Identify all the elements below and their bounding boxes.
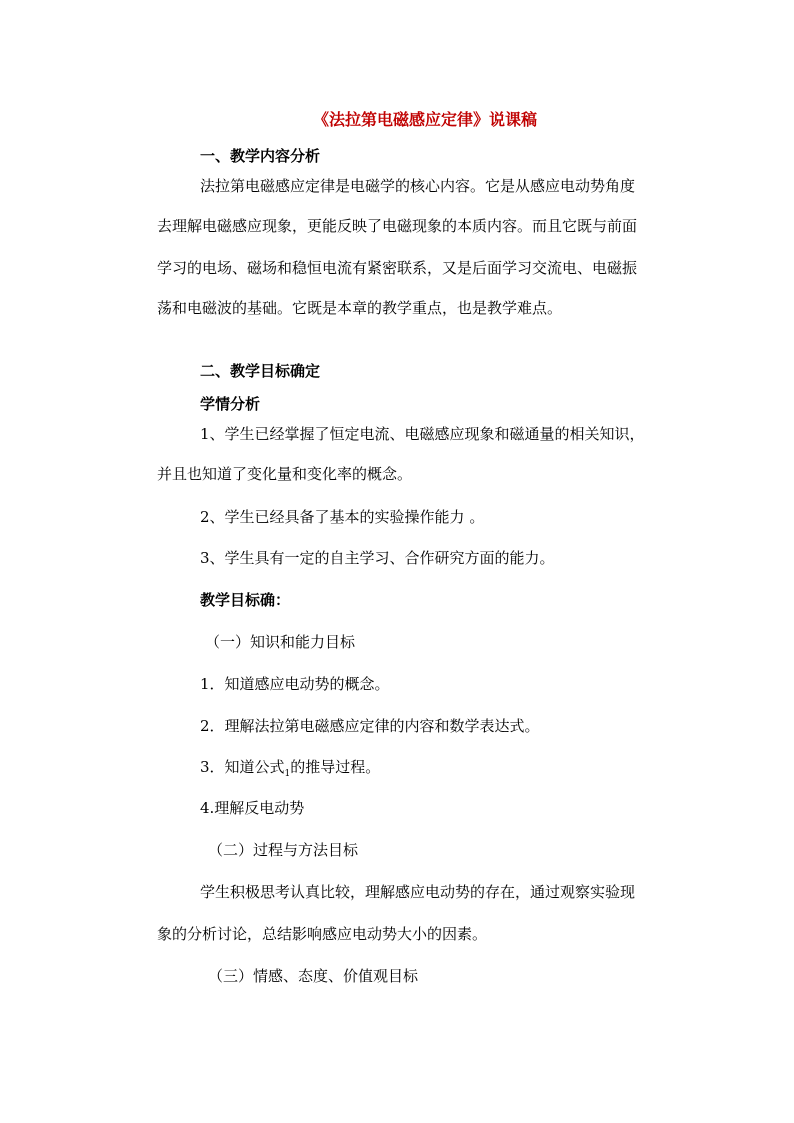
goal-3-heading: （三）情感、态度、价值观目标 xyxy=(208,967,419,985)
formula-text: 3．知道公式 xyxy=(200,758,285,776)
analysis-item-3: 3、学生具有一定的自主学习、合作研究方面的能力。 xyxy=(200,549,555,567)
analysis-item-1-line: 并且也知道了变化量和变化率的概念。 xyxy=(157,465,413,483)
goal-1-item: 4.理解反电动势 xyxy=(200,799,305,817)
goal-1-item: 1．知道感应电动势的概念。 xyxy=(200,675,390,693)
goal-2-heading: （二）过程与方法目标 xyxy=(208,841,359,859)
formula-tail: 的推导过程。 xyxy=(290,758,381,776)
teaching-goals-heading: 教学目标确： xyxy=(200,591,291,609)
section1-para-line: 荡和电磁波的基础。它既是本章的教学重点，也是教学难点。 xyxy=(157,299,563,317)
goal-1-heading: （一）知识和能力目标 xyxy=(205,633,356,651)
goal-2-line: 学生积极思考认真比较，理解感应电动势的存在，通过观察实验现 xyxy=(200,883,636,901)
goal-1-item: 2．理解法拉第电磁感应定律的内容和数学表达式。 xyxy=(200,717,540,735)
section2-heading: 二、教学目标确定 xyxy=(200,362,321,380)
section1-para-line: 学习的电场、磁场和稳恒电流有紧密联系，又是后面学习交流电、电磁振 xyxy=(157,259,638,277)
section1-para-line: 法拉第电磁感应定律是电磁学的核心内容。它是从感应电动势角度 xyxy=(200,177,636,195)
analysis-item-2: 2、学生已经具备了基本的实验操作能力 。 xyxy=(200,508,485,526)
section1-heading: 一、教学内容分析 xyxy=(200,147,321,165)
goal-1-item xyxy=(200,757,380,784)
analysis-item-1-line: 1、学生已经掌握了恒定电流、电磁感应现象和磁通量的相关知识， xyxy=(200,425,645,443)
formula-subscript: 1 xyxy=(284,769,291,779)
learner-analysis-heading: 学情分析 xyxy=(200,395,261,413)
section1-para-line: 去理解电磁感应现象，更能反映了电磁现象的本质内容。而且它既与前面 xyxy=(157,217,638,235)
document-title: 《法拉第电磁感应定律》说课稿 xyxy=(312,110,537,129)
goal-2-line: 象的分析讨论，总结影响感应电动势大小的因素。 xyxy=(157,925,488,943)
